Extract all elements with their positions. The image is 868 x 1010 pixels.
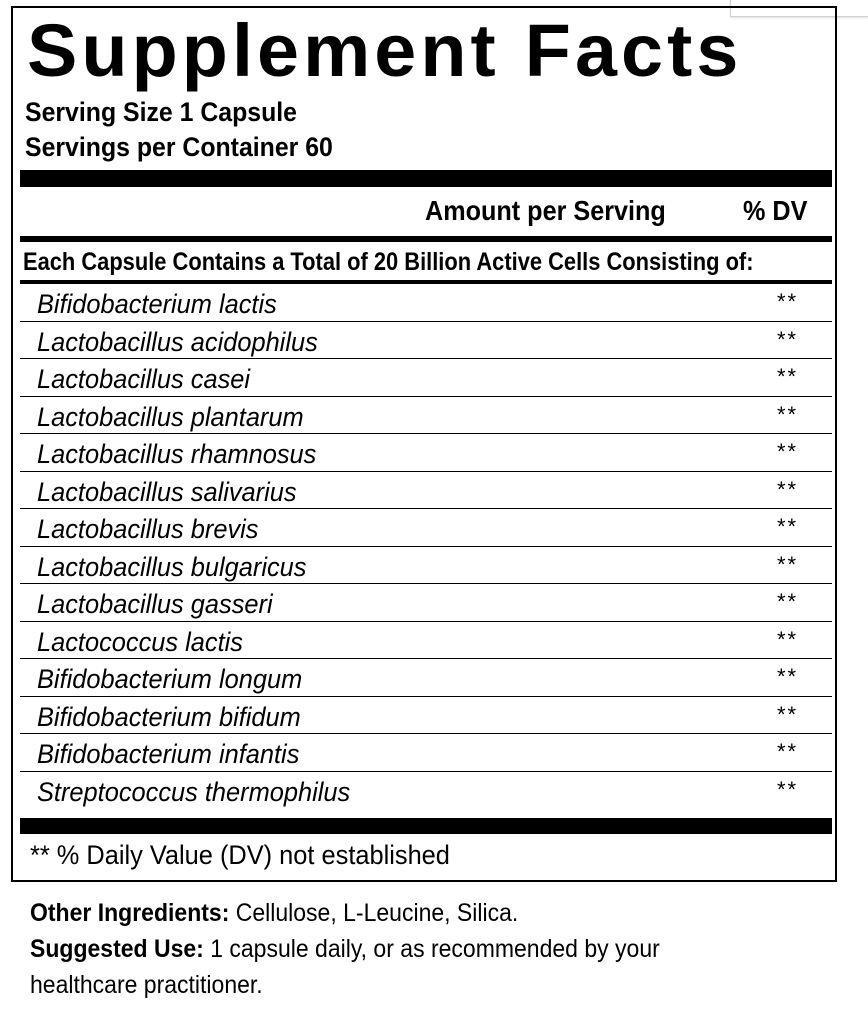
ingredient-dv: ** bbox=[777, 551, 799, 577]
ingredient-row bbox=[20, 397, 832, 435]
ingredient-dv: ** bbox=[777, 589, 799, 614]
contains-line: Each Capsule Contains a Total of 20 Billion Active Cells Consisting of: bbox=[23, 248, 754, 276]
supplement-facts-panel bbox=[11, 6, 837, 882]
other-ingredients bbox=[30, 895, 518, 931]
ingredient-row bbox=[20, 322, 832, 360]
ingredient-name: Lactococcus lactis bbox=[37, 626, 243, 657]
ingredient-row bbox=[20, 772, 832, 810]
suggested-use-label: Suggested Use: bbox=[30, 935, 204, 963]
ingredient-dv: ** bbox=[777, 626, 799, 652]
ingredient-dv: ** bbox=[777, 289, 799, 314]
suggested-use bbox=[30, 931, 660, 967]
ingredient-row bbox=[20, 547, 832, 585]
servings-per-container: Servings per Container 60 bbox=[25, 132, 333, 162]
ingredient-list bbox=[20, 284, 832, 809]
dv-header: % DV bbox=[743, 195, 808, 226]
ingredient-name: Lactobacillus rhamnosus bbox=[37, 439, 317, 469]
ingredient-row bbox=[20, 434, 832, 472]
ingredient-dv: ** bbox=[777, 664, 799, 689]
ingredient-row bbox=[20, 734, 832, 772]
ingredient-dv: ** bbox=[777, 326, 799, 352]
ingredient-name: Bifidobacterium longum bbox=[37, 664, 303, 694]
ingredient-dv: ** bbox=[777, 514, 799, 539]
ingredient-name: Lactobacillus salivarius bbox=[37, 476, 297, 507]
suggested-use-continued: healthcare practitioner. bbox=[30, 971, 263, 999]
ingredient-dv: ** bbox=[777, 476, 799, 502]
ingredient-row bbox=[20, 659, 832, 697]
other-ingredients-label: Other Ingredients: bbox=[30, 899, 230, 927]
ingredient-row bbox=[20, 359, 832, 397]
thick-divider-bottom bbox=[20, 818, 832, 834]
amount-per-serving-header: Amount per Serving bbox=[425, 195, 666, 226]
dv-footnote: ** % Daily Value (DV) not established bbox=[30, 840, 450, 870]
medium-divider bbox=[20, 236, 832, 242]
ingredient-name: Lactobacillus plantarum bbox=[37, 401, 304, 432]
serving-size: Serving Size 1 Capsule bbox=[25, 97, 297, 127]
ingredient-row bbox=[20, 622, 832, 660]
ingredient-name: Lactobacillus bulgaricus bbox=[37, 551, 307, 582]
ingredient-name: Bifidobacterium lactis bbox=[37, 289, 277, 319]
label-title: Supplement Facts bbox=[27, 9, 743, 92]
ingredient-dv: ** bbox=[777, 364, 799, 389]
ingredient-row bbox=[20, 509, 832, 547]
ingredient-row bbox=[20, 284, 832, 322]
ingredient-row bbox=[20, 697, 832, 735]
ingredient-name: Lactobacillus gasseri bbox=[37, 589, 273, 619]
ingredient-row bbox=[20, 584, 832, 622]
ingredient-dv: ** bbox=[777, 401, 799, 427]
suggested-use-text-1: 1 capsule daily, or as recommended by your bbox=[203, 935, 660, 963]
ingredient-name: Streptococcus thermophilus bbox=[37, 776, 351, 807]
ingredient-dv: ** bbox=[777, 739, 799, 764]
ingredient-dv: ** bbox=[777, 701, 799, 727]
other-ingredients-text: Cellulose, L-Leucine, Silica. bbox=[229, 899, 519, 927]
ingredient-name: Lactobacillus acidophilus bbox=[37, 326, 318, 357]
ingredient-dv: ** bbox=[777, 439, 799, 464]
ingredient-name: Lactobacillus casei bbox=[37, 364, 251, 394]
ingredient-name: Bifidobacterium infantis bbox=[37, 739, 300, 769]
ingredient-row bbox=[20, 472, 832, 510]
ingredient-name: Bifidobacterium bifidum bbox=[37, 701, 301, 732]
ingredient-dv: ** bbox=[777, 776, 799, 802]
ingredient-name: Lactobacillus brevis bbox=[37, 514, 259, 544]
thick-divider-top bbox=[20, 170, 832, 187]
